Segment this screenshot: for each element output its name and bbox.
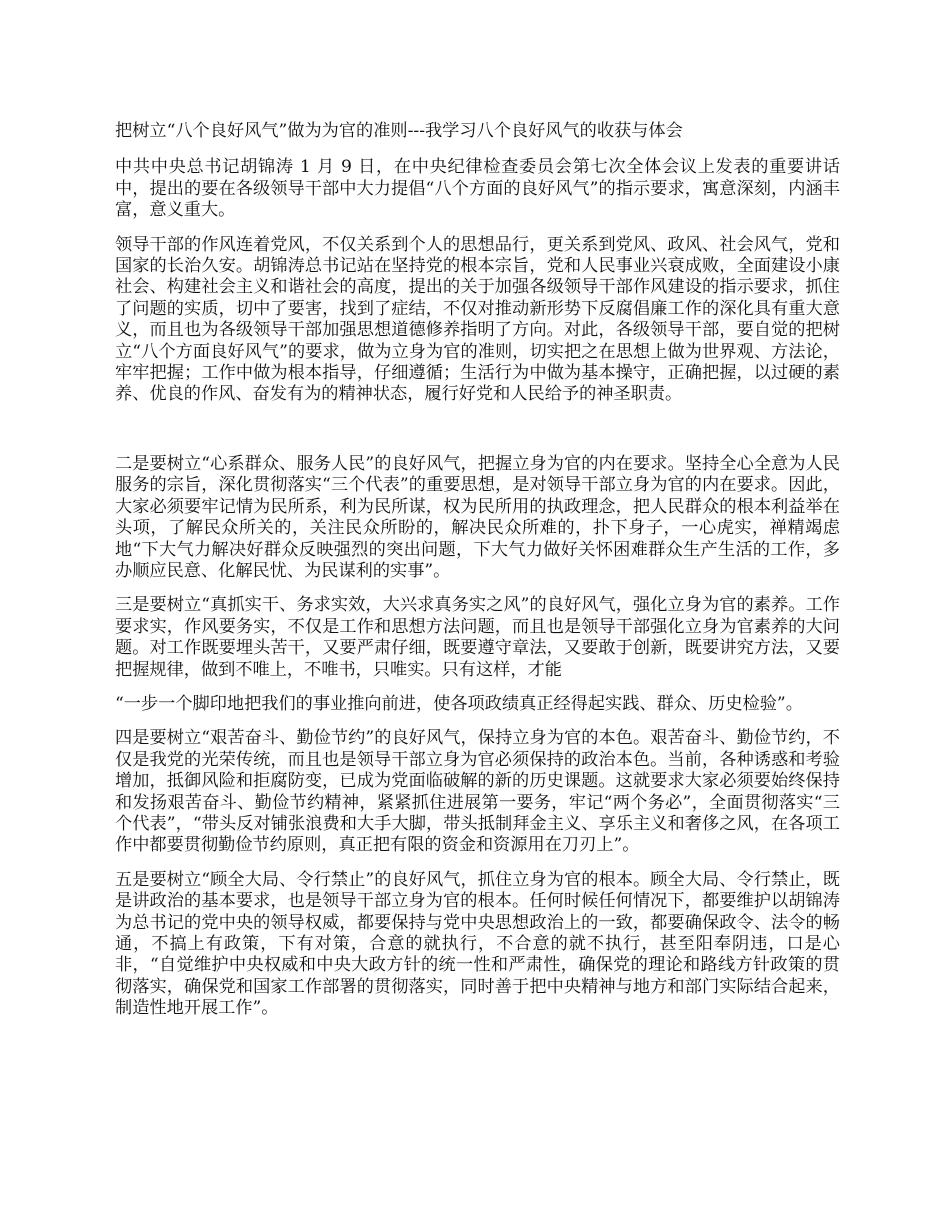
document-title: 把树立“八个良好风气”做为为官的准则---我学习八个良好风气的收获与体会	[115, 121, 683, 141]
document-page	[115, 121, 840, 1033]
paragraph-point-three: 三是要树立“真抓实干、务求实效，大兴求真务实之风”的良好风气，强化立身为官的素养。工作要求实，作风要务实，不仅是工作和思想方法问题，而且也是领导干部强化立身为官素养的大问题。对工作既要埋头苦干，又要严肃仔细，既要遵守章法，又要敢于创新，既要讲究方法，又要把握规律，做到不唯上，不唯书，只唯实。只有这样，才能	[115, 595, 840, 680]
paragraph-point-two: 二是要树立“心系群众、服务人民”的良好风气，把握立身为官的内在要求。坚持全心全意为人民服务的宗旨，深化贯彻落实“三个代表”的重要思想，是对领导干部立身为官的内在要求。因此，大家必须要牢记情为民所系，利为民所谋，权为民所用的执政理念，把人民群众的根本利益举在头项，了解民众所关的，关注民众所盼的，解决民众所难的，扑下身子，一心虎实，禅精竭虑地“下大气力解决好群众反映强烈的突出问题，下大气力做好关怀困难群众生产生活的工作，多办顺应民意、化解民忧、为民谋利的实事”。	[115, 453, 840, 581]
paragraph-point-five: 五是要树立“顾全大局、令行禁止”的良好风气，抓住立身为官的根本。顾全大局、令行禁止，既是讲政治的基本要求，也是领导干部立身为官的根本。任何时候任何情况下，都要维护以胡锦涛为总书记的党中央的领导权威，都要保持与党中央思想政治上的一致，都要确保政令、法令的畅通，不搞上有政策，下有对策，合意的就执行，不合意的就不执行，甚至阳奉阴违，口是心非，“自觉维护中央权威和中央大政方针的统一性和严肃性，确保党的理论和路线方针政策的贯彻落实，确保党和国家工作部署的贯彻落实，同时善于把中央精神与地方和部门实际结合起来，制造性地开展工作”。	[115, 869, 840, 1019]
paragraph-point-three-quote: “一步一个脚印地把我们的事业推向前进，使各项政绩真正经得起实践、群众、历史检验”。	[115, 693, 803, 714]
paragraph-leadership-style: 领导干部的作风连着党风，不仅关系到个人的思想品行，更关系到党风、政风、社会风气，党和国家的长治久安。胡锦涛总书记站在坚持党的根本宗旨，党和人民事业兴衰成败，全面建设小康社会、构建社会主义和谐社会的高度，提出的关于加强各级领导干部作风建设的指示要求，抓住了问题的实质，切中了要害，找到了症结，不仅对推动新形势下反腐倡廉工作的深化具有重大意义，而且也为各级领导干部加强思想道德修养指明了方向。对此，各级领导干部，要自觉的把树立“八个方面良好风气”的要求，做为立身为官的准则，切实把之在思想上做为世界观、方法论，牢牢把握；工作中做为根本指导，仔细遵循；生活行为中做为基本操守，正确把握，以过硬的素养、优良的作风、奋发有为的精神状态，履行好党和人民给予的神圣职责。	[115, 234, 840, 405]
paragraph-intro: 中共中央总书记胡锦涛 1 月 9 日，在中央纪律检查委员会第七次全体会议上发表的重要讲话中，提出的要在各级领导干部中大力提倡“八个方面的良好风气”的指示要求，寓意深刻，内涵丰富，意义重大。	[115, 157, 840, 221]
paragraph-point-four: 四是要树立“艰苦奋斗、勤俭节约”的良好风气，保持立身为官的本色。艰苦奋斗、勤俭节约，不仅是我党的光荣传统，而且也是领导干部立身为官必须保持的政治本色。当前，各种诱惑和考验增加，抵御风险和拒腐防变，已成为党面临破解的新的历史课题。这就要求大家必须要始终保持和发扬艰苦奋斗、勤俭节约精神，紧紧抓住进展第一要务，牢记“两个务必”，全面贯彻落实“三个代表”，“带头反对铺张浪费和大手大脚，带头抵制拜金主义、享乐主义和奢侈之风，在各项工作中都要贯彻勤俭节约原则，真正把有限的资金和资源用在刀刃上”。	[115, 728, 840, 856]
